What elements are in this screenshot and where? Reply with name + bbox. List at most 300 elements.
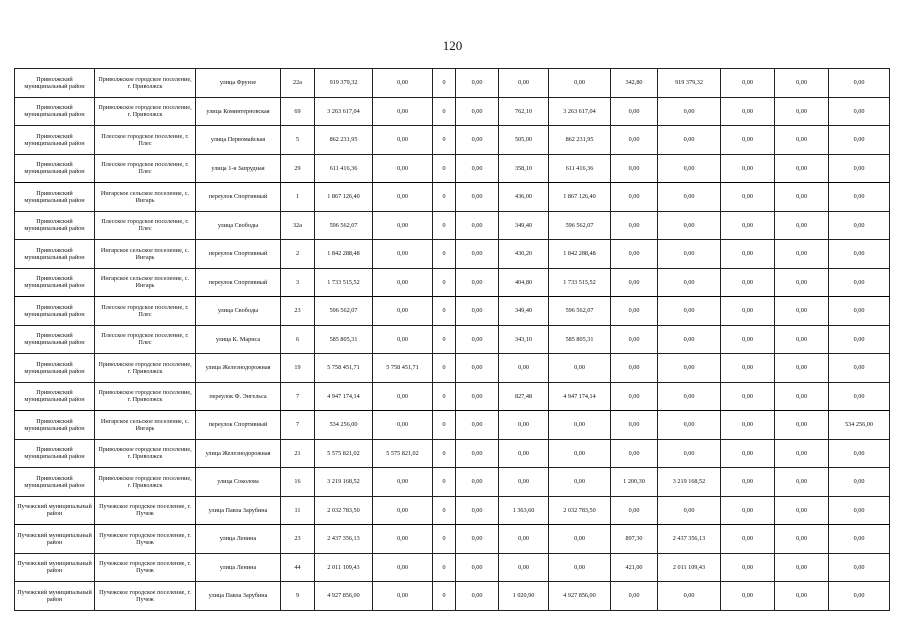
cell-cost-col-9: 0,00 (721, 553, 775, 582)
table-row (15, 468, 890, 497)
cell-cost-col-8: 0,00 (658, 240, 721, 269)
cell-cost-col-11: 0,00 (829, 154, 890, 183)
cell-house-number: 9 (281, 582, 315, 611)
cell-area-col-5: 343,10 (499, 325, 549, 354)
cell-settlement: Пучежское городское поселение, г. Пучеж (95, 582, 196, 611)
cell-cost-col-10: 0,00 (775, 553, 829, 582)
cell-house-number: 5 (281, 126, 315, 155)
cell-cost-col-6: 596 562,07 (549, 211, 611, 240)
cell-house-number: 69 (281, 97, 315, 126)
cell-cost-col-9: 0,00 (721, 411, 775, 440)
cell-cost-col-11: 0,00 (829, 382, 890, 411)
cell-area-col-7: 0,00 (611, 268, 658, 297)
cell-street: переулок Спортивный (196, 240, 281, 269)
cell-area-col-7: 0,00 (611, 297, 658, 326)
cell-count-col: 0 (433, 126, 456, 155)
cell-cost-col-10: 0,00 (775, 268, 829, 297)
cell-area-col-7: 897,30 (611, 525, 658, 554)
cell-cost-col-10: 0,00 (775, 354, 829, 383)
cell-cost-col-4: 0,00 (456, 211, 499, 240)
cell-house-number: 44 (281, 553, 315, 582)
cell-street: улица Ленина (196, 553, 281, 582)
cell-district: Приволжский муниципальный район (15, 154, 95, 183)
cell-street: улица Павла Зарубина (196, 496, 281, 525)
cell-district: Приволжский муниципальный район (15, 97, 95, 126)
cell-district: Приволжский муниципальный район (15, 240, 95, 269)
cell-count-col: 0 (433, 268, 456, 297)
cell-area-col-5: 430,20 (499, 240, 549, 269)
cell-count-col: 0 (433, 69, 456, 98)
cell-total-cost: 4 927 856,00 (315, 582, 373, 611)
cell-house-number: 16 (281, 468, 315, 497)
cell-street: улица Павла Зарубина (196, 582, 281, 611)
cell-cost-col-9: 0,00 (721, 582, 775, 611)
cell-total-cost: 1 733 515,52 (315, 268, 373, 297)
cell-street: улица Коминтерновская (196, 97, 281, 126)
cell-cost-col-6: 0,00 (549, 468, 611, 497)
cell-district: Приволжский муниципальный район (15, 439, 95, 468)
cell-district: Приволжский муниципальный район (15, 183, 95, 212)
cell-district: Приволжский муниципальный район (15, 468, 95, 497)
cell-cost-col-9: 0,00 (721, 525, 775, 554)
cell-street: улица Первомайская (196, 126, 281, 155)
cell-cost-col-10: 0,00 (775, 183, 829, 212)
cell-total-cost: 5 758 451,71 (315, 354, 373, 383)
cell-area-col-7: 0,00 (611, 97, 658, 126)
cell-cost-col-9: 0,00 (721, 183, 775, 212)
cell-total-cost: 611 416,36 (315, 154, 373, 183)
cell-area-col-7: 0,00 (611, 325, 658, 354)
cell-cost-col-11: 0,00 (829, 240, 890, 269)
cell-street: улица Фрунзе (196, 69, 281, 98)
table-row (15, 325, 890, 354)
cell-cost-col-9: 0,00 (721, 240, 775, 269)
cell-district: Пучежский муниципальный район (15, 525, 95, 554)
cell-cost-col-6: 585 805,31 (549, 325, 611, 354)
cell-area-col-5: 505,00 (499, 126, 549, 155)
table-body (15, 69, 890, 611)
cell-cost-col-11: 0,00 (829, 325, 890, 354)
cell-cost-col-11: 0,00 (829, 297, 890, 326)
cell-total-cost: 585 805,31 (315, 325, 373, 354)
cell-settlement: Приволжское городское поселение, г. Приволжск (95, 382, 196, 411)
cell-total-cost: 3 219 168,52 (315, 468, 373, 497)
cell-cost-col-9: 0,00 (721, 97, 775, 126)
cell-cost-col-4: 0,00 (456, 496, 499, 525)
table-row (15, 240, 890, 269)
cell-cost-col-2: 0,00 (373, 154, 433, 183)
cell-area-col-7: 421,00 (611, 553, 658, 582)
cell-cost-col-6: 3 263 617,04 (549, 97, 611, 126)
cell-area-col-5: 0,00 (499, 411, 549, 440)
cell-cost-col-4: 0,00 (456, 468, 499, 497)
cell-total-cost: 919 379,32 (315, 69, 373, 98)
cell-cost-col-9: 0,00 (721, 325, 775, 354)
cell-cost-col-11: 0,00 (829, 126, 890, 155)
cell-cost-col-2: 0,00 (373, 382, 433, 411)
cell-district: Приволжский муниципальный район (15, 297, 95, 326)
cell-total-cost: 2 011 109,43 (315, 553, 373, 582)
cell-cost-col-10: 0,00 (775, 582, 829, 611)
cell-street: переулок Ф. Энгельса (196, 382, 281, 411)
cell-district: Приволжский муниципальный район (15, 325, 95, 354)
cell-cost-col-6: 596 562,07 (549, 297, 611, 326)
cell-cost-col-2: 0,00 (373, 325, 433, 354)
cell-cost-col-9: 0,00 (721, 69, 775, 98)
cell-cost-col-6: 1 733 515,52 (549, 268, 611, 297)
table-row (15, 97, 890, 126)
cell-area-col-7: 0,00 (611, 354, 658, 383)
cell-cost-col-8: 0,00 (658, 354, 721, 383)
cell-cost-col-2: 0,00 (373, 297, 433, 326)
cell-area-col-5: 1 363,60 (499, 496, 549, 525)
table-row (15, 553, 890, 582)
cell-street: переулок Спортивный (196, 411, 281, 440)
cell-cost-col-2: 0,00 (373, 69, 433, 98)
cell-cost-col-2: 0,00 (373, 468, 433, 497)
cell-cost-col-4: 0,00 (456, 183, 499, 212)
cell-house-number: 22а (281, 69, 315, 98)
table-row (15, 211, 890, 240)
cell-settlement: Плесское городское поселение, г. Плес (95, 126, 196, 155)
cell-area-col-5: 404,80 (499, 268, 549, 297)
cell-area-col-7: 0,00 (611, 382, 658, 411)
cell-settlement: Ингарское сельское поселение, с. Ингарь (95, 183, 196, 212)
cell-count-col: 0 (433, 525, 456, 554)
page-number: 120 (442, 38, 463, 53)
cell-area-col-5: 0,00 (499, 439, 549, 468)
cell-cost-col-8: 0,00 (658, 126, 721, 155)
cell-cost-col-6: 1 867 126,40 (549, 183, 611, 212)
cell-area-col-7: 0,00 (611, 439, 658, 468)
cell-cost-col-4: 0,00 (456, 582, 499, 611)
cell-cost-col-10: 0,00 (775, 126, 829, 155)
cell-cost-col-9: 0,00 (721, 211, 775, 240)
cell-cost-col-4: 0,00 (456, 268, 499, 297)
cell-area-col-7: 0,00 (611, 126, 658, 155)
cell-district: Пучежский муниципальный район (15, 553, 95, 582)
cell-cost-col-4: 0,00 (456, 525, 499, 554)
cell-street: улица Свободы (196, 211, 281, 240)
cell-area-col-5: 0,00 (499, 69, 549, 98)
cell-house-number: 19 (281, 354, 315, 383)
cell-cost-col-4: 0,00 (456, 97, 499, 126)
cell-street: улица Железнодорожная (196, 439, 281, 468)
repair-register-table (14, 68, 890, 611)
cell-cost-col-4: 0,00 (456, 69, 499, 98)
cell-cost-col-8: 0,00 (658, 183, 721, 212)
cell-cost-col-6: 2 032 783,50 (549, 496, 611, 525)
cell-cost-col-11: 534 256,00 (829, 411, 890, 440)
cell-district: Приволжский муниципальный район (15, 411, 95, 440)
cell-total-cost: 1 867 126,40 (315, 183, 373, 212)
cell-cost-col-8: 0,00 (658, 297, 721, 326)
table-row (15, 126, 890, 155)
cell-cost-col-2: 5 575 821,02 (373, 439, 433, 468)
cell-cost-col-9: 0,00 (721, 268, 775, 297)
cell-count-col: 0 (433, 439, 456, 468)
cell-count-col: 0 (433, 354, 456, 383)
cell-area-col-7: 1 200,30 (611, 468, 658, 497)
cell-cost-col-8: 0,00 (658, 97, 721, 126)
cell-cost-col-10: 0,00 (775, 297, 829, 326)
cell-street: переулок Спортивный (196, 268, 281, 297)
cell-cost-col-10: 0,00 (775, 325, 829, 354)
cell-cost-col-8: 0,00 (658, 411, 721, 440)
cell-cost-col-4: 0,00 (456, 382, 499, 411)
cell-total-cost: 862 231,95 (315, 126, 373, 155)
cell-cost-col-6: 1 842 288,48 (549, 240, 611, 269)
cell-cost-col-6: 0,00 (549, 69, 611, 98)
cell-area-col-5: 0,00 (499, 468, 549, 497)
cell-house-number: 2 (281, 240, 315, 269)
cell-area-col-7: 0,00 (611, 183, 658, 212)
cell-area-col-5: 1 020,90 (499, 582, 549, 611)
cell-cost-col-10: 0,00 (775, 468, 829, 497)
cell-cost-col-4: 0,00 (456, 411, 499, 440)
cell-district: Приволжский муниципальный район (15, 69, 95, 98)
cell-count-col: 0 (433, 297, 456, 326)
table-row (15, 439, 890, 468)
cell-cost-col-10: 0,00 (775, 525, 829, 554)
table-row (15, 382, 890, 411)
cell-cost-col-4: 0,00 (456, 439, 499, 468)
cell-area-col-5: 0,00 (499, 354, 549, 383)
cell-settlement: Плесское городское поселение, г. Плес (95, 211, 196, 240)
cell-street: улица 1-я Запрудная (196, 154, 281, 183)
table-row (15, 154, 890, 183)
cell-total-cost: 4 947 174,14 (315, 382, 373, 411)
cell-cost-col-2: 0,00 (373, 496, 433, 525)
cell-street: улица Железнодорожная (196, 354, 281, 383)
cell-total-cost: 2 032 783,50 (315, 496, 373, 525)
cell-cost-col-11: 0,00 (829, 183, 890, 212)
cell-cost-col-6: 0,00 (549, 439, 611, 468)
cell-total-cost: 1 842 288,48 (315, 240, 373, 269)
cell-house-number: 6 (281, 325, 315, 354)
cell-settlement: Плесское городское поселение, г. Плес (95, 297, 196, 326)
cell-total-cost: 2 437 356,13 (315, 525, 373, 554)
table-row (15, 354, 890, 383)
cell-cost-col-8: 3 219 168,52 (658, 468, 721, 497)
cell-area-col-5: 0,00 (499, 553, 549, 582)
cell-cost-col-9: 0,00 (721, 382, 775, 411)
cell-settlement: Плесское городское поселение, г. Плес (95, 154, 196, 183)
table-row (15, 525, 890, 554)
cell-cost-col-10: 0,00 (775, 69, 829, 98)
cell-settlement: Ингарское сельское поселение, с. Ингарь (95, 411, 196, 440)
cell-cost-col-10: 0,00 (775, 496, 829, 525)
cell-settlement: Приволжское городское поселение, г. Приволжск (95, 97, 196, 126)
cell-cost-col-11: 0,00 (829, 553, 890, 582)
cell-cost-col-8: 0,00 (658, 325, 721, 354)
cell-house-number: 7 (281, 411, 315, 440)
cell-total-cost: 3 263 617,04 (315, 97, 373, 126)
cell-settlement: Пучежское городское поселение, г. Пучеж (95, 553, 196, 582)
cell-area-col-7: 0,00 (611, 240, 658, 269)
cell-area-col-7: 0,00 (611, 211, 658, 240)
cell-cost-col-8: 0,00 (658, 154, 721, 183)
cell-cost-col-4: 0,00 (456, 297, 499, 326)
cell-area-col-5: 349,40 (499, 297, 549, 326)
cell-cost-col-8: 919 379,32 (658, 69, 721, 98)
cell-cost-col-4: 0,00 (456, 325, 499, 354)
cell-house-number: 3 (281, 268, 315, 297)
cell-cost-col-11: 0,00 (829, 211, 890, 240)
table-row (15, 268, 890, 297)
cell-house-number: 7 (281, 382, 315, 411)
cell-district: Приволжский муниципальный район (15, 382, 95, 411)
cell-street: улица Ленина (196, 525, 281, 554)
cell-area-col-5: 349,40 (499, 211, 549, 240)
cell-cost-col-2: 0,00 (373, 582, 433, 611)
cell-total-cost: 534 256,00 (315, 411, 373, 440)
cell-cost-col-4: 0,00 (456, 354, 499, 383)
cell-cost-col-4: 0,00 (456, 553, 499, 582)
cell-cost-col-2: 0,00 (373, 268, 433, 297)
cell-count-col: 0 (433, 325, 456, 354)
cell-cost-col-8: 0,00 (658, 582, 721, 611)
cell-cost-col-6: 611 416,36 (549, 154, 611, 183)
cell-settlement: Приволжское городское поселение, г. Приволжск (95, 468, 196, 497)
cell-cost-col-8: 0,00 (658, 382, 721, 411)
table-row (15, 496, 890, 525)
cell-count-col: 0 (433, 382, 456, 411)
cell-count-col: 0 (433, 496, 456, 525)
cell-count-col: 0 (433, 553, 456, 582)
cell-cost-col-6: 0,00 (549, 553, 611, 582)
cell-cost-col-2: 0,00 (373, 240, 433, 269)
cell-count-col: 0 (433, 240, 456, 269)
cell-district: Приволжский муниципальный район (15, 211, 95, 240)
cell-cost-col-2: 5 758 451,71 (373, 354, 433, 383)
cell-settlement: Ингарское сельское поселение, с. Ингарь (95, 240, 196, 269)
cell-cost-col-8: 0,00 (658, 439, 721, 468)
cell-cost-col-10: 0,00 (775, 97, 829, 126)
cell-settlement: Пучежское городское поселение, г. Пучеж (95, 525, 196, 554)
cell-cost-col-6: 0,00 (549, 411, 611, 440)
cell-count-col: 0 (433, 211, 456, 240)
cell-cost-col-10: 0,00 (775, 211, 829, 240)
cell-cost-col-9: 0,00 (721, 154, 775, 183)
cell-cost-col-2: 0,00 (373, 411, 433, 440)
cell-total-cost: 596 562,07 (315, 297, 373, 326)
cell-cost-col-6: 0,00 (549, 354, 611, 383)
cell-cost-col-10: 0,00 (775, 411, 829, 440)
cell-house-number: 1 (281, 183, 315, 212)
cell-cost-col-8: 2 437 356,13 (658, 525, 721, 554)
cell-cost-col-6: 4 927 856,00 (549, 582, 611, 611)
table-row (15, 582, 890, 611)
cell-cost-col-4: 0,00 (456, 154, 499, 183)
cell-cost-col-4: 0,00 (456, 126, 499, 155)
cell-cost-col-9: 0,00 (721, 126, 775, 155)
cell-cost-col-9: 0,00 (721, 439, 775, 468)
cell-house-number: 21 (281, 439, 315, 468)
table-row (15, 297, 890, 326)
cell-cost-col-8: 0,00 (658, 496, 721, 525)
cell-area-col-7: 342,80 (611, 69, 658, 98)
cell-street: улица Свободы (196, 297, 281, 326)
cell-area-col-7: 0,00 (611, 496, 658, 525)
cell-count-col: 0 (433, 582, 456, 611)
cell-area-col-5: 436,00 (499, 183, 549, 212)
cell-cost-col-2: 0,00 (373, 183, 433, 212)
cell-settlement: Приволжское городское поселение, г. Приволжск (95, 439, 196, 468)
cell-count-col: 0 (433, 411, 456, 440)
cell-cost-col-10: 0,00 (775, 439, 829, 468)
cell-district: Пучежский муниципальный район (15, 496, 95, 525)
cell-area-col-7: 0,00 (611, 582, 658, 611)
cell-house-number: 32а (281, 211, 315, 240)
cell-count-col: 0 (433, 183, 456, 212)
cell-street: переулок Спортивный (196, 183, 281, 212)
cell-house-number: 11 (281, 496, 315, 525)
cell-settlement: Плесское городское поселение, г. Плес (95, 325, 196, 354)
cell-cost-col-6: 4 947 174,14 (549, 382, 611, 411)
cell-settlement: Приволжское городское поселение, г. Приволжск (95, 69, 196, 98)
cell-cost-col-2: 0,00 (373, 126, 433, 155)
cell-cost-col-8: 0,00 (658, 268, 721, 297)
cell-settlement: Ингарское сельское поселение, с. Ингарь (95, 268, 196, 297)
cell-cost-col-11: 0,00 (829, 69, 890, 98)
cell-district: Приволжский муниципальный район (15, 126, 95, 155)
cell-cost-col-11: 0,00 (829, 97, 890, 126)
cell-district: Пучежский муниципальный район (15, 582, 95, 611)
cell-cost-col-2: 0,00 (373, 553, 433, 582)
cell-cost-col-10: 0,00 (775, 240, 829, 269)
cell-cost-col-9: 0,00 (721, 496, 775, 525)
cell-cost-col-11: 0,00 (829, 496, 890, 525)
cell-area-col-5: 762,10 (499, 97, 549, 126)
cell-count-col: 0 (433, 468, 456, 497)
cell-area-col-7: 0,00 (611, 154, 658, 183)
cell-total-cost: 596 562,07 (315, 211, 373, 240)
cell-cost-col-9: 0,00 (721, 297, 775, 326)
cell-area-col-7: 0,00 (611, 411, 658, 440)
cell-cost-col-9: 0,00 (721, 354, 775, 383)
cell-cost-col-8: 0,00 (658, 211, 721, 240)
cell-cost-col-11: 0,00 (829, 582, 890, 611)
cell-count-col: 0 (433, 97, 456, 126)
table-row (15, 183, 890, 212)
cell-cost-col-6: 0,00 (549, 525, 611, 554)
cell-settlement: Пучежское городское поселение, г. Пучеж (95, 496, 196, 525)
cell-house-number: 29 (281, 154, 315, 183)
cell-cost-col-4: 0,00 (456, 240, 499, 269)
cell-cost-col-11: 0,00 (829, 525, 890, 554)
cell-cost-col-6: 862 231,95 (549, 126, 611, 155)
cell-street: улица Соколова (196, 468, 281, 497)
cell-cost-col-11: 0,00 (829, 268, 890, 297)
table-row (15, 411, 890, 440)
cell-cost-col-2: 0,00 (373, 525, 433, 554)
cell-total-cost: 5 575 821,02 (315, 439, 373, 468)
cell-street: улица К. Марнса (196, 325, 281, 354)
cell-house-number: 23 (281, 525, 315, 554)
cell-district: Приволжский муниципальный район (15, 354, 95, 383)
cell-area-col-5: 358,10 (499, 154, 549, 183)
cell-area-col-5: 0,00 (499, 525, 549, 554)
cell-cost-col-11: 0,00 (829, 468, 890, 497)
table-row (15, 69, 890, 98)
cell-settlement: Приволжское городское поселение, г. Приволжск (95, 354, 196, 383)
cell-cost-col-8: 2 011 109,43 (658, 553, 721, 582)
cell-cost-col-9: 0,00 (721, 468, 775, 497)
cell-count-col: 0 (433, 154, 456, 183)
cell-cost-col-2: 0,00 (373, 211, 433, 240)
cell-cost-col-11: 0,00 (829, 354, 890, 383)
